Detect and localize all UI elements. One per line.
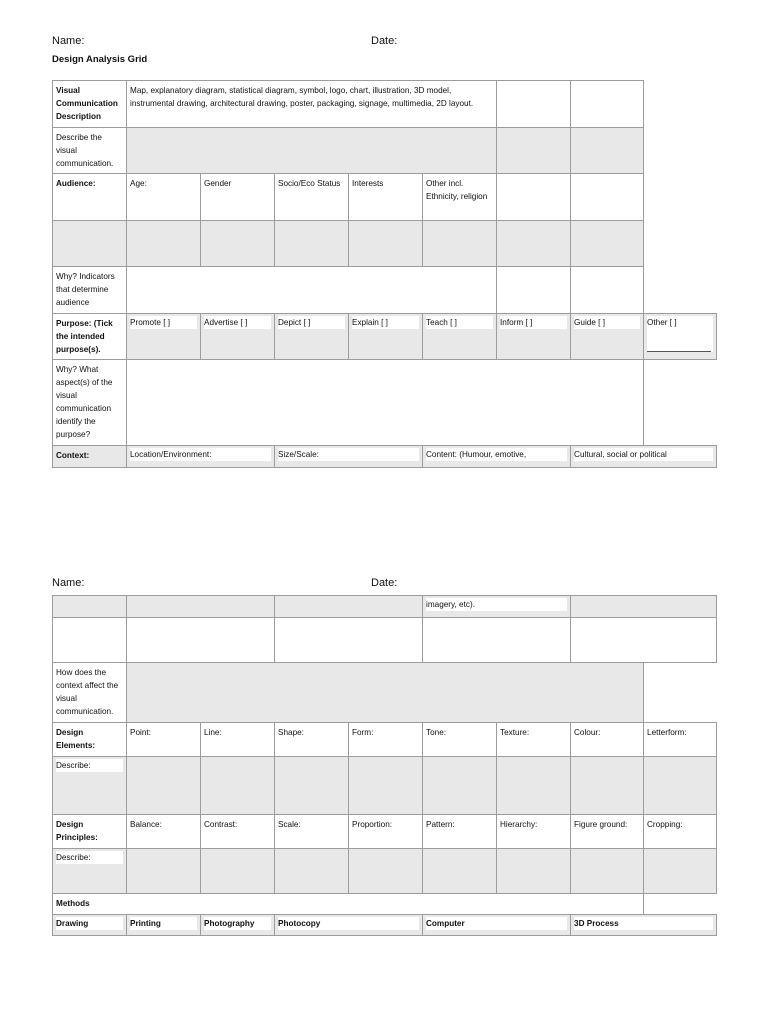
- purpose-promote[interactable]: Promote [ ]: [130, 316, 197, 329]
- date-label-2: Date:: [371, 577, 398, 589]
- why-purpose-field[interactable]: [127, 360, 644, 446]
- element-input[interactable]: [349, 757, 423, 815]
- page-title: Design Analysis Grid: [52, 54, 148, 65]
- why-purpose-label: Why? What aspect(s) of the visual communication identify the purpose?: [53, 360, 127, 446]
- element-tone: Tone:: [423, 723, 497, 757]
- date-label: Date:: [371, 35, 398, 47]
- principle-input[interactable]: [127, 849, 201, 894]
- audience-gender: Gender: [201, 174, 275, 221]
- principle-input[interactable]: [571, 849, 644, 894]
- method-computer: Computer: [426, 917, 567, 930]
- principle-hierarchy: Hierarchy:: [497, 815, 571, 849]
- element-colour: Colour:: [571, 723, 644, 757]
- visual-comm-text: Map, explanatory diagram, statistical diagram, symbol, logo, chart, illustration, 3D model, instrumental drawing, architectural drawing, poster, packaging, signage, multimedia, 2D layout.: [127, 81, 497, 128]
- describe-field[interactable]: [127, 128, 497, 174]
- audience-input[interactable]: [497, 221, 571, 267]
- visual-comm-label: Visual Communication Description: [53, 81, 127, 128]
- element-letterform: Letterform:: [644, 723, 717, 757]
- audience-other: Other incl. Ethnicity, religion: [423, 174, 497, 221]
- context-content-cont: imagery, etc).: [426, 598, 567, 611]
- principle-pattern: Pattern:: [423, 815, 497, 849]
- blank-cell[interactable]: [497, 81, 571, 128]
- methods-label: Methods: [53, 894, 644, 915]
- context-input[interactable]: [127, 618, 275, 663]
- context-content: Content: (Humour, emotive,: [426, 448, 567, 461]
- context-input[interactable]: [53, 618, 127, 663]
- element-line: Line:: [201, 723, 275, 757]
- how-context-label: How does the context affect the visual communication.: [53, 663, 127, 723]
- context-location: Location/Environment:: [130, 448, 271, 461]
- why-audience-label: Why? Indicators that determine audience: [53, 267, 127, 314]
- principle-cropping: Cropping:: [644, 815, 717, 849]
- element-input[interactable]: [127, 757, 201, 815]
- principle-contrast: Contrast:: [201, 815, 275, 849]
- element-input[interactable]: [201, 757, 275, 815]
- purpose-advertise[interactable]: Advertise [ ]: [204, 316, 271, 329]
- design-elements-label: Design Elements:: [53, 723, 127, 757]
- audience-input[interactable]: [201, 221, 275, 267]
- purpose-guide[interactable]: Guide [ ]: [574, 316, 640, 329]
- design-analysis-grid-continued: [52, 595, 717, 936]
- method-photography: Photography: [204, 917, 271, 930]
- elements-describe: Describe:: [56, 759, 123, 772]
- context-input[interactable]: [275, 618, 423, 663]
- principle-proportion: Proportion:: [349, 815, 423, 849]
- element-form: Form:: [349, 723, 423, 757]
- purpose-depict[interactable]: Depict [ ]: [278, 316, 345, 329]
- method-drawing: Drawing: [56, 917, 123, 930]
- blank-cell[interactable]: [497, 267, 571, 314]
- context-input[interactable]: [571, 596, 717, 618]
- context-cultural: Cultural, social or political: [574, 448, 713, 461]
- principle-figure-ground: Figure ground:: [571, 815, 644, 849]
- audience-input[interactable]: [571, 221, 644, 267]
- audience-input[interactable]: [53, 221, 127, 267]
- purpose-teach[interactable]: Teach [ ]: [426, 316, 493, 329]
- method-printing: Printing: [130, 917, 197, 930]
- purpose-inform[interactable]: Inform [ ]: [500, 316, 567, 329]
- audience-input[interactable]: [275, 221, 349, 267]
- how-context-field[interactable]: [127, 663, 644, 723]
- why-audience-field[interactable]: [127, 267, 497, 314]
- context-input[interactable]: [53, 596, 127, 618]
- name-label: Name:: [52, 35, 85, 47]
- context-size: Size/Scale:: [278, 448, 419, 461]
- design-principles-label: Design Principles:: [53, 815, 127, 849]
- name-label-2: Name:: [52, 577, 85, 589]
- blank-cell[interactable]: [497, 128, 571, 174]
- blank-cell[interactable]: [497, 174, 571, 221]
- audience-age: Age:: [127, 174, 201, 221]
- audience-input[interactable]: [127, 221, 201, 267]
- blank-cell[interactable]: [571, 128, 644, 174]
- principle-input[interactable]: [201, 849, 275, 894]
- audience-input[interactable]: [423, 221, 497, 267]
- element-point: Point:: [127, 723, 201, 757]
- audience-socio: Socio/Eco Status: [275, 174, 349, 221]
- principle-scale: Scale:: [275, 815, 349, 849]
- principle-input[interactable]: [275, 849, 349, 894]
- principles-describe: Describe:: [56, 851, 123, 864]
- other-underline: [647, 341, 711, 352]
- context-input[interactable]: [571, 618, 717, 663]
- design-analysis-grid: [52, 80, 717, 468]
- element-texture: Texture:: [497, 723, 571, 757]
- purpose-other[interactable]: Other [ ]: [647, 318, 677, 327]
- element-input[interactable]: [497, 757, 571, 815]
- context-input[interactable]: [127, 596, 275, 618]
- principle-input[interactable]: [423, 849, 497, 894]
- method-3d-process: 3D Process: [574, 917, 713, 930]
- principle-input[interactable]: [644, 849, 717, 894]
- element-input[interactable]: [275, 757, 349, 815]
- describe-label: Describe the visual communication.: [53, 128, 127, 174]
- method-photocopy: Photocopy: [278, 917, 419, 930]
- audience-interests: Interests: [349, 174, 423, 221]
- context-input[interactable]: [423, 618, 571, 663]
- audience-label: Audience:: [53, 174, 127, 221]
- purpose-label: Purpose: (Tick the intended purpose(s).: [53, 314, 127, 360]
- element-input[interactable]: [571, 757, 644, 815]
- context-input[interactable]: [275, 596, 423, 618]
- element-shape: Shape:: [275, 723, 349, 757]
- element-input[interactable]: [423, 757, 497, 815]
- purpose-explain[interactable]: Explain [ ]: [352, 316, 419, 329]
- principle-input[interactable]: [497, 849, 571, 894]
- blank-cell[interactable]: [571, 81, 644, 128]
- principle-balance: Balance:: [127, 815, 201, 849]
- principle-input[interactable]: [349, 849, 423, 894]
- audience-input[interactable]: [349, 221, 423, 267]
- element-input[interactable]: [644, 757, 717, 815]
- blank-cell[interactable]: [571, 174, 644, 221]
- blank-cell[interactable]: [571, 267, 644, 314]
- context-label: Context:: [53, 446, 127, 468]
